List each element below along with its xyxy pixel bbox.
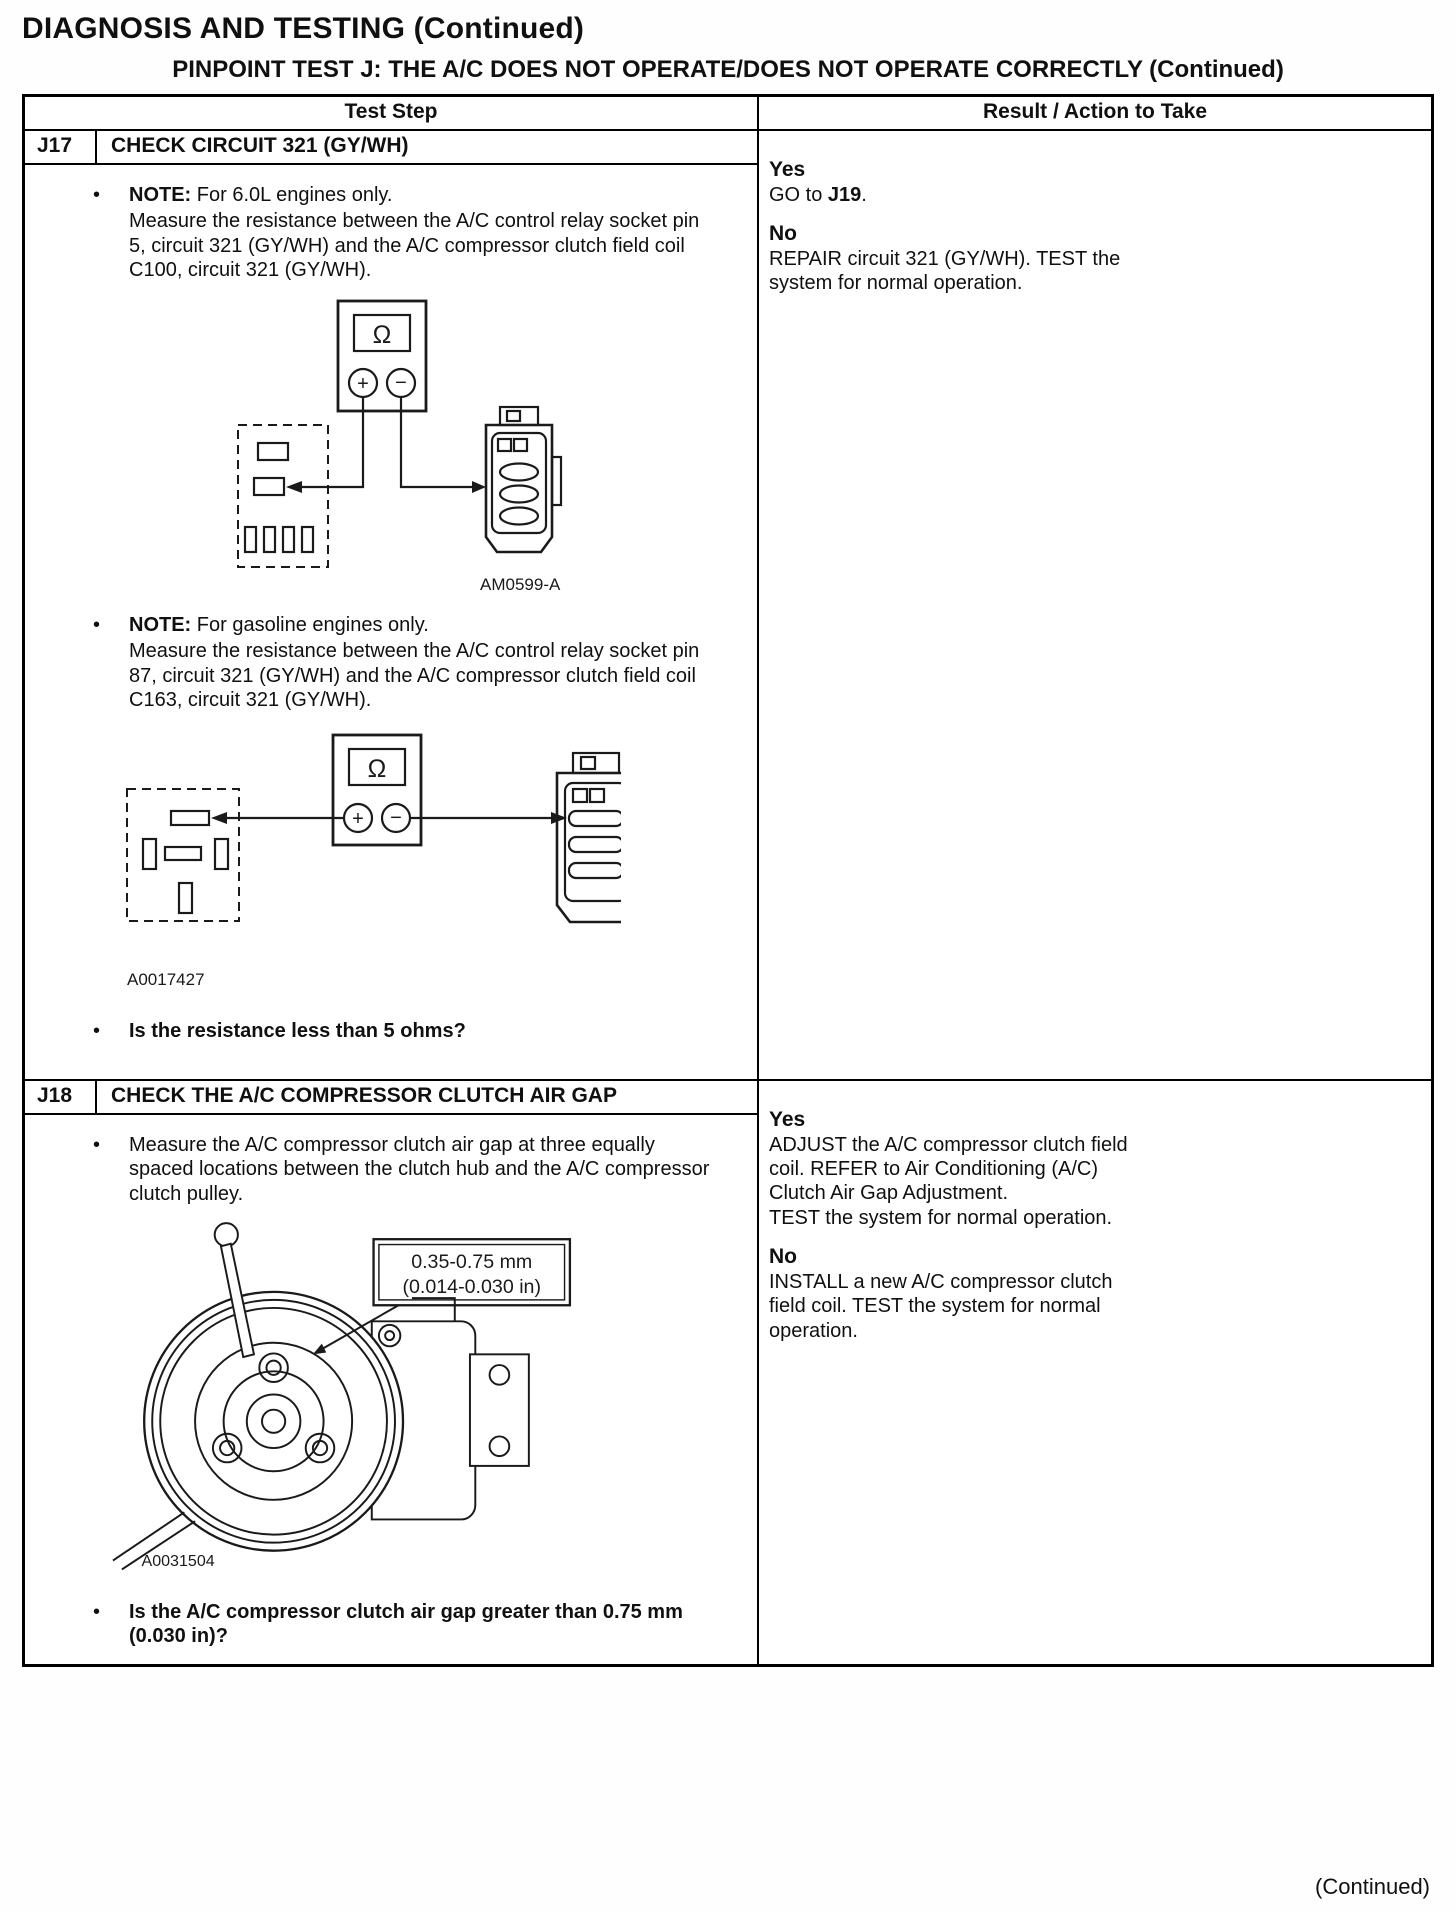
step-content-j17 — [25, 165, 759, 1081]
note-text: For 6.0L engines only. — [196, 184, 393, 206]
figure2-code: A0017427 — [127, 969, 205, 989]
figure-gasoline-resistance-test — [121, 731, 747, 999]
note-6l — [129, 183, 719, 207]
wiring-diagram-6l — [230, 297, 630, 597]
note-6l-row — [25, 183, 747, 283]
bullet-icon: • — [93, 1134, 101, 1156]
note-label: NOTE: — [129, 184, 192, 206]
j18-question-row — [25, 1600, 747, 1649]
field-coil-connector — [486, 407, 561, 552]
j17-yes-action — [769, 183, 1144, 207]
step-content-j18 — [25, 1115, 759, 1664]
j18-yes-action-2: TEST the system for normal operation. — [769, 1206, 1113, 1229]
minus-probe-label: − — [390, 806, 402, 829]
j18-instruction-row — [25, 1133, 747, 1206]
plus-probe-label: + — [352, 807, 364, 830]
field-coil-connector — [557, 753, 621, 922]
note-gasoline — [129, 613, 719, 637]
j17-question: Is the resistance less than 5 ohms? — [129, 1019, 466, 1042]
figure1-code: AM0599-A — [480, 574, 561, 594]
j18-instruction: Measure the A/C compressor clutch air gap at three equally spaced locations between the clutch hub and the A/C compressor clutch pulley. — [129, 1134, 710, 1205]
j18-question: Is the A/C compressor clutch air gap greater than 0.75 mm (0.030 in)? — [129, 1600, 683, 1647]
arrow-to-connector-icon — [472, 481, 486, 493]
j17-instruction-6l: Measure the resistance between the A/C control relay socket pin 5, circuit 321 (GY/WH) and the A/C compressor clutch field coil C100, circuit 321 (GY/WH). — [129, 210, 700, 282]
page-footer-continued: (Continued) — [1315, 1874, 1430, 1899]
page-subtitle: PINPOINT TEST J: THE A/C DOES NOT OPERATE/DOES NOT OPERATE CORRECTLY (Continued) — [172, 56, 1284, 83]
note-text: For gasoline engines only. — [196, 613, 429, 636]
ohm-symbol: Ω — [372, 320, 392, 349]
step-id-j18: J18 — [25, 1081, 97, 1115]
figure3-code: A0031504 — [141, 1552, 215, 1571]
arrow-to-relay-pin-icon — [286, 481, 302, 493]
bullet-icon: • — [93, 1019, 101, 1042]
relay-socket — [238, 425, 328, 567]
bullet-icon: • — [93, 184, 101, 206]
step-title-j18: CHECK THE A/C COMPRESSOR CLUTCH AIR GAP — [97, 1081, 759, 1115]
j17-yes-action-suffix: . — [861, 183, 867, 206]
j17-question-row — [25, 1019, 747, 1043]
clutch-pulley — [144, 1292, 403, 1551]
air-gap-spec-in: (0.014-0.030 in) — [402, 1275, 542, 1298]
j17-no-action: REPAIR circuit 321 (GY/WH). TEST the system for normal operation. — [769, 247, 1121, 294]
j17-instruction-gasoline: Measure the resistance between the A/C control relay socket pin 87, circuit 321 (GY/WH) and the A/C compressor clutch field coil C163, circuit 321 (GY/WH). — [129, 640, 700, 712]
step-id-j17: J17 — [25, 131, 97, 165]
column-header-result: Result / Action to Take — [759, 97, 1431, 131]
page-title: DIAGNOSIS AND TESTING (Continued) — [22, 12, 585, 45]
j18-yes-action-1: ADJUST the A/C compressor clutch field coil. REFER to Air Conditioning (A/C) Clutch Air Gap Adjustment. — [769, 1133, 1128, 1205]
note-gasoline-row — [25, 613, 747, 713]
minus-probe-label: − — [395, 371, 407, 394]
bullet-icon: • — [93, 1600, 101, 1623]
j17-yes-action-prefix: GO to — [769, 183, 828, 206]
note-label: NOTE: — [129, 613, 192, 636]
result-cell-j18 — [759, 1081, 1431, 1664]
j17-no-label: No — [769, 222, 797, 245]
air-gap-spec-mm: 0.35-0.75 mm — [411, 1250, 533, 1273]
j18-no-label: No — [769, 1245, 797, 1269]
j18-yes-label: Yes — [769, 1108, 806, 1131]
wiring-diagram-gasoline — [121, 731, 621, 993]
figure-6l-resistance-test — [230, 297, 747, 603]
arrow-to-relay-pin-icon — [211, 812, 227, 824]
multimeter-icon — [333, 735, 421, 845]
j17-yes-label: Yes — [769, 158, 806, 181]
step-title-j17: CHECK CIRCUIT 321 (GY/WH) — [97, 131, 759, 165]
figure-compressor-air-gap — [95, 1216, 747, 1579]
ohm-symbol: Ω — [367, 754, 387, 783]
result-cell-j17 — [759, 131, 1431, 1081]
compressor-clutch-diagram — [95, 1216, 595, 1573]
relay-socket — [127, 789, 239, 921]
plus-probe-label: + — [357, 372, 369, 395]
bullet-icon: • — [93, 613, 101, 636]
j17-yes-action-ref: J19 — [827, 183, 862, 206]
pinpoint-test-table — [22, 94, 1434, 1667]
multimeter-icon — [338, 301, 426, 411]
column-header-test-step: Test Step — [25, 97, 759, 131]
j18-no-action: INSTALL a new A/C compressor clutch field coil. TEST the system for normal operation. — [769, 1270, 1113, 1342]
